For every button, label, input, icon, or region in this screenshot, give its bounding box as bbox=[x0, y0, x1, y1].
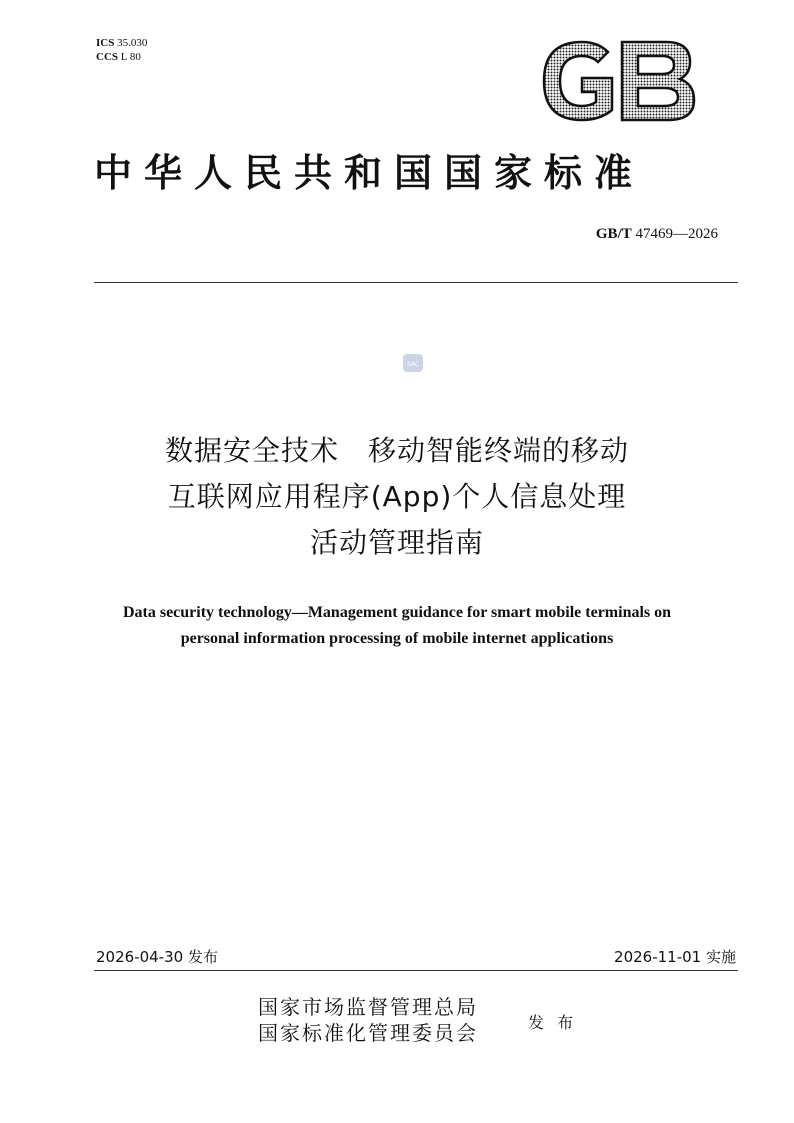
issuer-sac: 国家标准化管理委员会 bbox=[258, 1021, 478, 1045]
classification-codes bbox=[96, 36, 147, 64]
document-title-chinese bbox=[60, 428, 734, 566]
svg-text:SAC: SAC bbox=[406, 361, 420, 368]
title-cn-line-3: 活动管理指南 bbox=[309, 526, 484, 559]
sac-stamp-icon bbox=[402, 353, 424, 373]
top-divider bbox=[94, 282, 738, 283]
ics-value: 35.030 bbox=[117, 37, 148, 49]
standard-number bbox=[596, 226, 718, 243]
title-cn-line-1: 数据安全技术 移动智能终端的移动 bbox=[164, 434, 629, 467]
ccs-value: L 80 bbox=[120, 51, 141, 63]
issue-date: 2026-04-30 发布 bbox=[96, 948, 218, 966]
ics-line bbox=[96, 36, 147, 50]
document-title-english bbox=[60, 600, 734, 652]
ccs-line bbox=[96, 50, 147, 64]
implementation-date: 2026-11-01 实施 bbox=[614, 948, 736, 966]
issuer-samr: 国家市场监督管理总局 bbox=[258, 995, 478, 1019]
title-en-line-2: personal information processing of mobile internet applications bbox=[180, 630, 614, 647]
title-en-line-1: Data security technology—Management guidance for smart mobile terminals on bbox=[122, 604, 672, 621]
standard-code: 47469—2026 bbox=[635, 226, 718, 242]
gb-logo bbox=[538, 38, 696, 124]
standard-prefix: GB/T bbox=[595, 226, 632, 242]
publish-label: 发 布 bbox=[528, 1013, 578, 1032]
ics-label: ICS bbox=[96, 37, 115, 49]
title-cn-line-2: 互联网应用程序(App)个人信息处理 bbox=[167, 480, 627, 513]
national-standard-title: 中华人民共和国国家标准 bbox=[94, 150, 645, 195]
ccs-label: CCS bbox=[96, 51, 119, 63]
issuing-authorities bbox=[258, 994, 478, 1046]
bottom-divider bbox=[94, 970, 738, 971]
